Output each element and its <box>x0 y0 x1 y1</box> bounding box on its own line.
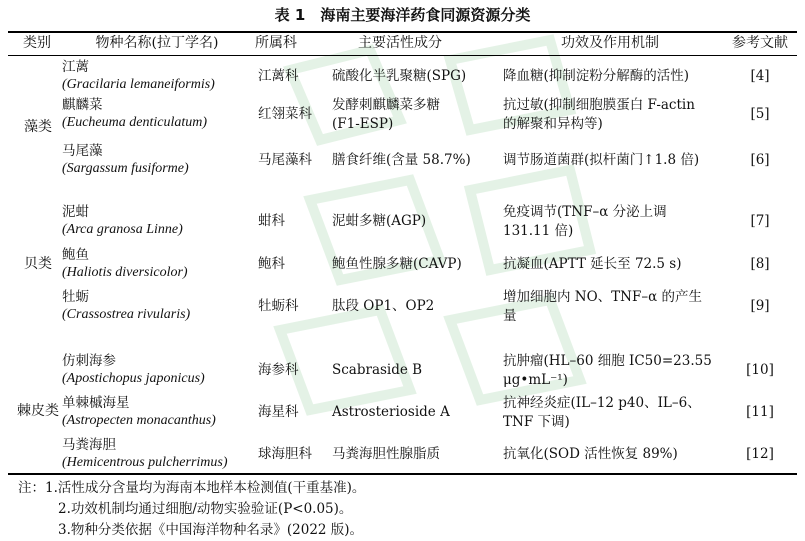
species-latin-name: (Hemicentrous pulcherrimus) <box>62 455 228 470</box>
active-ingredient: Scabraside B <box>332 362 423 378</box>
effect-mechanism: 抗凝血(APTT 延长至 72.5 s) <box>503 256 682 272</box>
category-label: 棘皮类 <box>17 403 59 419</box>
species-name: 泥蚶 <box>62 204 89 220</box>
reference: [8] <box>750 256 770 272</box>
family-name: 江蓠科 <box>258 68 299 84</box>
note-line: 注：1.活性成分含量均为海南本地样本检测值(干重基准)。 <box>18 480 366 496</box>
effect-mechanism: 抗肿瘤(HL–60 细胞 IC50=23.55 <box>503 353 712 369</box>
species-latin-name: (Gracilaria lemaneiformis) <box>62 77 215 92</box>
effect-mechanism: TNF 下调) <box>503 414 570 430</box>
active-ingredient: (F1-ESP) <box>332 116 394 132</box>
species-name: 仿刺海参 <box>62 353 116 369</box>
effect-mechanism: 抗神经炎症(IL–12 p40、IL–6、 <box>503 395 701 411</box>
species-latin-name: (Astropecten monacanthus) <box>62 413 216 428</box>
family-name: 鲍科 <box>258 256 285 272</box>
reference: [6] <box>750 152 770 168</box>
effect-mechanism: 的解聚和异构等) <box>503 116 603 132</box>
family-name: 球海胆科 <box>258 446 312 462</box>
effect-mechanism: 降血糖(抑制淀粉分解酶的活性) <box>503 68 690 84</box>
family-name: 海参科 <box>258 362 299 378</box>
active-ingredient: 马粪海胆性腺脂质 <box>332 446 440 462</box>
species-latin-name: (Haliotis diversicolor) <box>62 265 188 280</box>
effect-mechanism: 调节肠道菌群(拟杆菌门↑1.8 倍) <box>503 152 700 168</box>
column-header: 主要活性成分 <box>358 35 442 51</box>
reference: [11] <box>746 404 774 420</box>
effect-mechanism: 免疫调节(TNF–α 分泌上调 <box>503 204 667 220</box>
column-header: 参考文献 <box>732 35 788 51</box>
family-name: 牡蛎科 <box>258 298 299 314</box>
reference: [10] <box>746 362 774 378</box>
column-header: 物种名称(拉丁学名) <box>95 35 219 51</box>
family-name: 蚶科 <box>258 213 285 229</box>
effect-mechanism: 量 <box>503 308 517 324</box>
reference: [4] <box>750 68 770 84</box>
species-name: 江蓠 <box>62 59 89 75</box>
effect-mechanism: 抗氧化(SOD 活性恢复 89%) <box>503 446 678 462</box>
species-latin-name: (Sargassum fusiforme) <box>62 161 189 176</box>
note-line: 3.物种分类依据《中国海洋物种名录》(2022 版)。 <box>58 522 364 538</box>
column-header: 类别 <box>23 35 51 51</box>
note-line: 2.功效机制均通过细胞/动物实验验证(P<0.05)。 <box>58 501 353 517</box>
bottom-rule <box>8 473 797 475</box>
column-header: 功效及作用机制 <box>561 35 659 51</box>
header-rule <box>8 55 797 56</box>
family-name: 海星科 <box>258 404 299 420</box>
column-header: 所属科 <box>255 35 297 51</box>
species-latin-name: (Arca granosa Linne) <box>62 222 183 237</box>
species-name: 马尾藻 <box>62 143 103 159</box>
reference: [9] <box>750 298 770 314</box>
family-name: 马尾藻科 <box>258 152 312 168</box>
active-ingredient: 泥蚶多糖(AGP) <box>332 213 427 229</box>
species-name: 鲍鱼 <box>62 247 89 263</box>
reference: [12] <box>746 446 774 462</box>
species-name: 牡蛎 <box>62 289 89 305</box>
effect-mechanism: 131.11 倍) <box>503 223 574 239</box>
category-label: 藻类 <box>24 119 52 135</box>
reference: [7] <box>750 213 770 229</box>
top-rule <box>8 31 797 33</box>
species-latin-name: (Eucheuma denticulatum) <box>62 115 208 130</box>
active-ingredient: 发酵刺麒麟菜多糖 <box>332 97 440 113</box>
species-name: 马粪海胆 <box>62 437 116 453</box>
species-latin-name: (Crassostrea rivularis) <box>62 307 191 322</box>
species-latin-name: (Apostichopus japonicus) <box>62 371 205 386</box>
active-ingredient: Astrosterioside A <box>332 404 450 420</box>
active-ingredient: 鲍鱼性腺多糖(CAVP) <box>332 256 462 272</box>
active-ingredient: 硫酸化半乳聚糖(SPG) <box>332 68 467 84</box>
category-label: 贝类 <box>24 256 52 272</box>
species-name: 单棘槭海星 <box>62 395 130 411</box>
family-name: 红翎菜科 <box>258 106 312 122</box>
effect-mechanism: μg•mL⁻¹) <box>503 372 568 388</box>
reference: [5] <box>750 106 770 122</box>
effect-mechanism: 增加细胞内 NO、TNF–α 的产生 <box>503 289 703 305</box>
species-name: 麒麟菜 <box>62 97 103 113</box>
table-title: 表 1 海南主要海洋药食同源资源分类 <box>274 6 531 24</box>
active-ingredient: 肽段 OP1、OP2 <box>332 298 435 314</box>
active-ingredient: 膳食纤维(含量 58.7%) <box>332 152 471 168</box>
effect-mechanism: 抗过敏(抑制细胞膜蛋白 F-actin <box>503 97 695 113</box>
